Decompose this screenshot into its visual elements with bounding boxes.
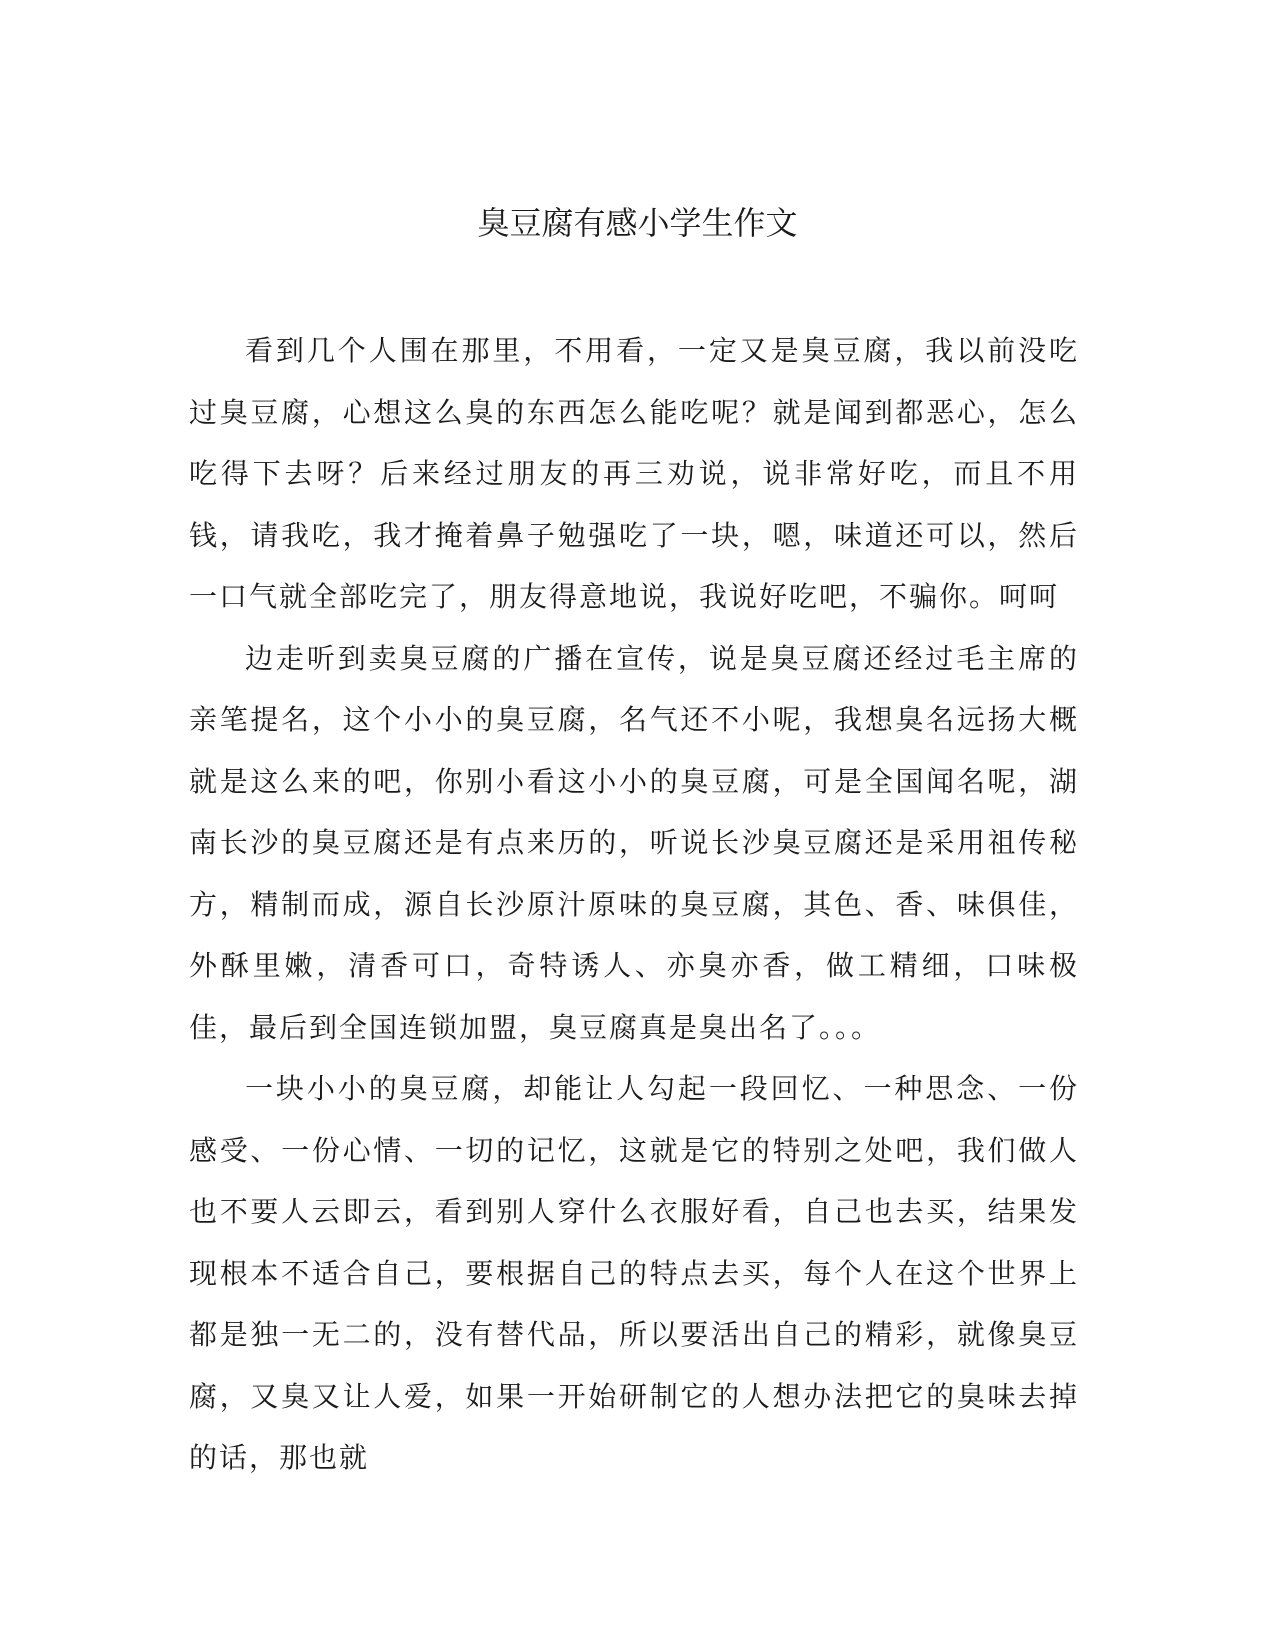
paragraph: 看到几个人围在那里，不用看，一定又是臭豆腐，我以前没吃过臭豆腐，心想这么臭的东西怎么能吃呢？就是闻到都恶心，怎么吃得下去呀？后来经过朋友的再三劝说，说非常好吃，而且不用钱，请我吃，我才掩着鼻子勉强吃了一块，嗯，味道还可以，然后一口气就全部吃完了，朋友得意地说，我说好吃吧，不骗你。呵呵 [189,334,1079,613]
document-body [189,320,1079,1489]
document-title: 臭豆腐有感小学生作文 [477,204,798,242]
paragraph: 一块小小的臭豆腐，却能让人勾起一段回忆、一种思念、一份感受、一份心情、一切的记忆，这就是它的特别之处吧，我们做人也不要人云即云，看到别人穿什么衣服好看，自己也去买，结果发现根本不适合自己，要根据自己的特点去买，每个人在这个世界上都是独一无二的，没有替代品，所以要活出自己的精彩，就像臭豆腐，又臭又让人爱，如果一开始研制它的人想办法把它的臭味去掉的话，那也就 [189,1072,1079,1474]
paragraph: 边走听到卖臭豆腐的广播在宣传，说是臭豆腐还经过毛主席的亲笔提名，这个小小的臭豆腐，名气还不小呢，我想臭名远扬大概就是这么来的吧，你别小看这小小的臭豆腐，可是全国闻名呢，湖南长沙的臭豆腐还是有点来历的，听说长沙臭豆腐还是采用祖传秘方，精制而成，源自长沙原汁原味的臭豆腐，其色、香、味俱佳，外酥里嫩，清香可口，奇特诱人、亦臭亦香，做工精细，口味极佳，最后到全国连锁加盟，臭豆腐真是臭出名了。。。 [189,641,1079,1044]
